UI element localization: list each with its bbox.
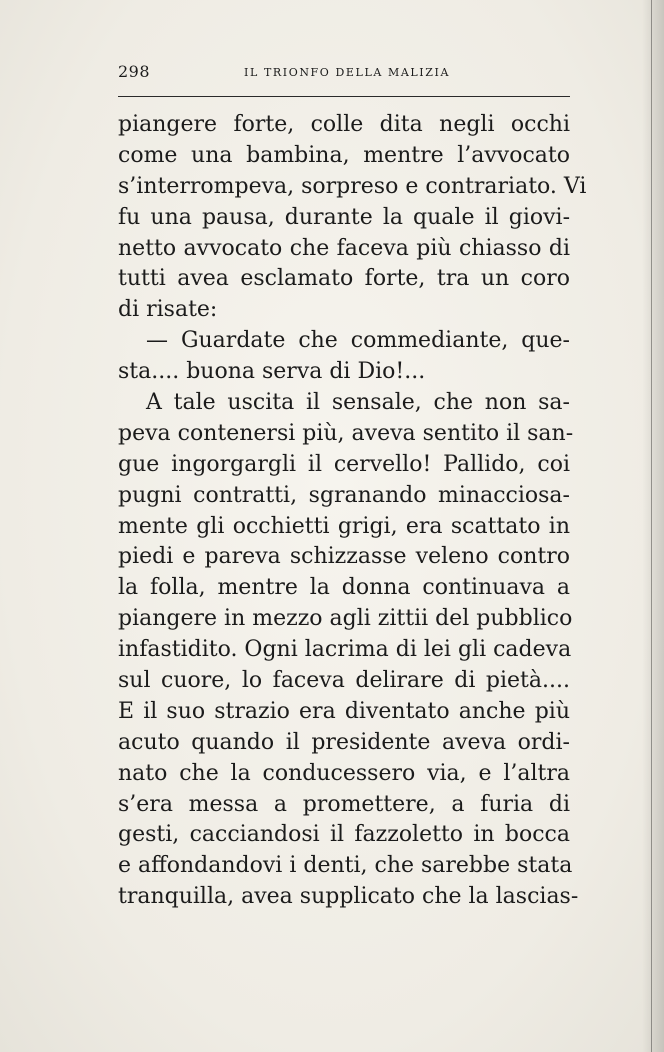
text-line: di risate: [118,297,218,323]
text-line: peva contenersi più, aveva sentito il san- [118,420,574,446]
text-line: infastidito. Ogni lacrima di lei gli cadeva [118,637,572,663]
text-line: netto avvocato che faceva più chiasso di [118,235,570,261]
body-text [118,110,587,913]
text-line: piangere forte, colle dita negli occhi [118,112,570,137]
page-edge-line [651,0,652,1052]
text-line: piedi e pareva schizzasse veleno contro [118,544,570,570]
page-number: 298 [118,62,151,81]
header-rule [118,96,570,97]
text-line: — Guardate che commediante, que- [146,328,570,354]
text-line: E il suo strazio era diventato anche più [118,698,570,724]
text-line: sta.... buona serva di Dio!... [118,359,426,385]
text-line: gesti, cacciandosi il fazzoletto in bocca [118,822,570,848]
text-line: nato che la conducessero via, e l’altra [118,760,570,786]
text-line: gue ingorgargli il cervello! Pallido, coi [118,451,570,477]
text-line: pugni contratti, sgranando minacciosa- [118,482,570,508]
text-line: tranquilla, avea supplicato che la lascias- [118,884,579,910]
text-line: tutti avea esclamato forte, tra un coro [118,266,570,292]
text-line: acuto quando il presidente aveva ordi- [118,729,570,755]
text-line: la folla, mentre la donna continuava a [118,575,570,601]
text-line: mente gli occhietti grigi, era scattato in [118,513,570,539]
page-edge-shadow [642,0,664,1052]
text-line: come una bambina, mentre l’avvocato [118,142,570,168]
text-line: s’interrompeva, sorpreso e contrariato. Vi [118,173,587,199]
running-title: IL TRIONFO DELLA MALIZIA [244,66,450,79]
text-line: e affondandovi i denti, che sarebbe stata [118,853,573,879]
text-line: sul cuore, lo faceva delirare di pietà.... [118,668,570,694]
text-line: piangere in mezzo agli zittii del pubblico [118,606,573,632]
text-line: s’era messa a promettere, a furia di [118,791,570,817]
text-line: fu una pausa, durante la quale il giovi- [118,204,570,230]
running-header [118,62,570,86]
text-line: A tale uscita il sensale, che non sa- [146,390,570,416]
